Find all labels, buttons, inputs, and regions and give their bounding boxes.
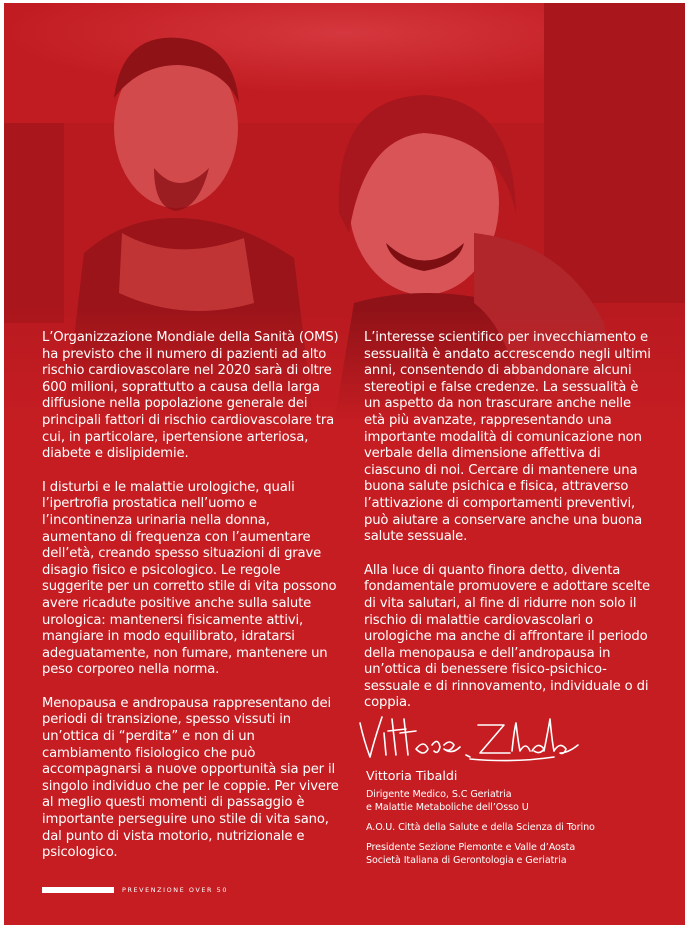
right-text-column [364,330,654,729]
paragraph-conclusion: Alla luce di quanto finora detto, diventa fondamentale promuovere e adottare scelte di vita salutari, al fine di ridurre non solo il rischio di malattie cardiovascolari o urologiche ma anche di affrontare il periodo della menopausa e dell’andropausa in un’ottica di benessere fisico-psichico-sessuale e di rinnovamento, individuale o di coppia. [364,562,650,711]
left-text-column [42,330,342,879]
handwritten-signature [354,711,584,769]
footer-bar [42,887,114,893]
paragraph-sexuality: L’interesse scientifico per invecchiamento e sessualità è andato accrescendo negli ultimi anni, consentendo di abbandonare alcuni stereotipi e false credenze. La sessualità è un aspetto da non trascurare anche nelle età più avanzate, rappresentando una importante modalità di comunicazione non verbale della dimensione affettiva di ciascuno di noi. Cercare di mantenere una buona salute psichica e fisica, attraverso l’attivazione di comportamenti preventivi, può aiutare a conservare anche una buona salute sessuale. [364,330,651,545]
paragraph-urologic-disorders: I disturbi e le malattie urologiche, quali l’ipertrofia prostatica nell’uomo e l’incontinenza urinaria nella donna, aumentano di frequenza con l’aumentare dell’età, creando spesso situazioni di grave disagio fisico e psicologico. Le regole suggerite per un corretto stile di vita possono avere ricadute positive anche sulla salute urologica: mantenersi fisicamente attivi, mangiare in modo equilibrato, idratarsi adeguatamente, non fumare, mantenere un peso corporeo nella norma. [42,479,337,678]
author-role-1-line-1: Dirigente Medico, S.C Geriatria [366,789,512,800]
author-role-3 [366,841,575,867]
paragraph-menopause-andropause: Menopausa e andropausa rappresentano dei periodi di transizione, spesso vissuti in un’ottica di “perdita” e non di un cambiamento fisiologico che può accompagnarsi a nuove opportunità sia per il singolo individuo che per le coppie. Per vivere al meglio questi momenti di passaggio è importante perseguire uno stile di vita sano, dal punto di vista motorio, nutrizionale e psicologico. [42,695,339,861]
author-name: Vittoria Tibaldi [366,768,458,783]
author-role-3-line-2: Società Italiana di Gerontologia e Geriatria [366,855,567,866]
author-role-1-line-2: e Malattie Metaboliche dell’Osso U [366,802,529,813]
author-role-1 [366,788,529,814]
paragraph-oms: L’Organizzazione Mondiale della Sanità (OMS) ha previsto che il numero di pazienti ad alto rischio cardiovascolare nel 2020 sarà di oltre 600 milioni, soprattutto a causa della larga diffusione nella popolazione generale dei principali fattori di rischio cardiovascolare tra cui, in particolare, ipertensione arteriosa, diabete e dislipidemie. [42,330,339,462]
page [4,3,685,925]
footer-section-label: PREVENZIONE OVER 50 [122,886,228,894]
author-role-3-line-1: Presidente Sezione Piemonte e Valle d’Aosta [366,842,576,853]
author-role-2: A.O.U. Città della Salute e della Scienza di Torino [366,822,595,833]
